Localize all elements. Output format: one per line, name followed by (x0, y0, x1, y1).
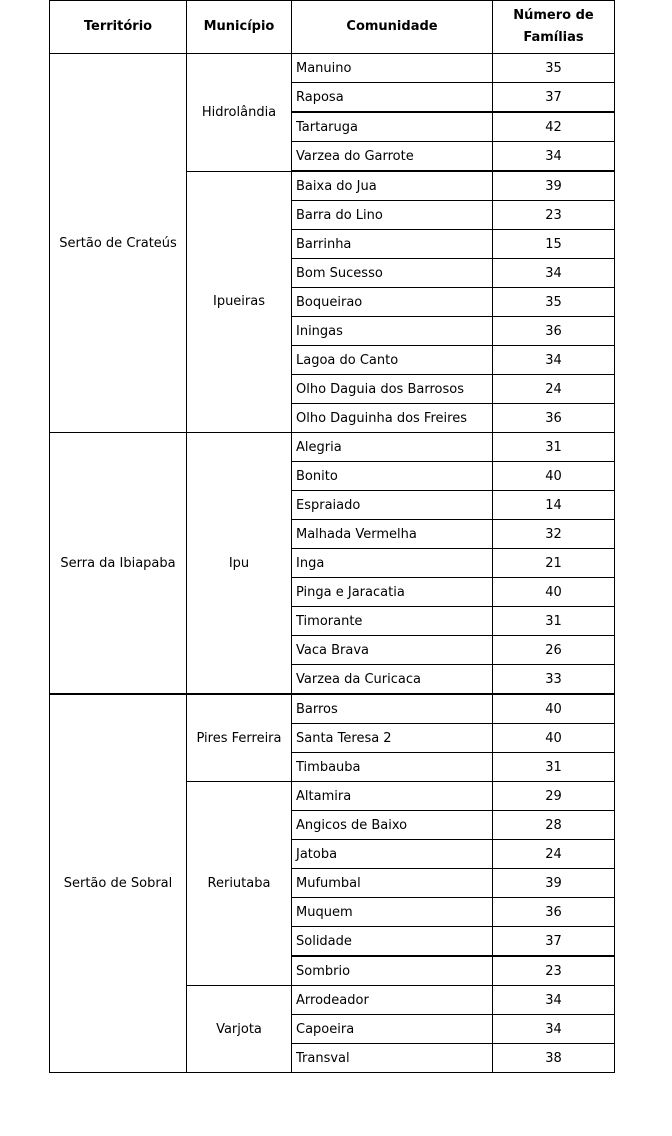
comunidade-cell: Varzea da Curicaca (292, 665, 493, 695)
familias-cell: 39 (493, 869, 615, 898)
territorio-cell: Sertão de Crateús (50, 54, 187, 433)
municipio-cell: Pires Ferreira (187, 694, 292, 782)
municipio-cell: Reriutaba (187, 782, 292, 986)
header-territorio: Território (50, 1, 187, 54)
comunidade-cell: Sombrio (292, 956, 493, 986)
comunidade-cell: Espraiado (292, 491, 493, 520)
header-comunidade: Comunidade (292, 1, 493, 54)
comunidade-cell: Bonito (292, 462, 493, 491)
familias-cell: 34 (493, 986, 615, 1015)
comunidade-cell: Iningas (292, 317, 493, 346)
comunidade-cell: Santa Teresa 2 (292, 724, 493, 753)
comunidade-cell: Mufumbal (292, 869, 493, 898)
familias-cell: 39 (493, 171, 615, 201)
familias-cell: 31 (493, 433, 615, 462)
table-body (50, 54, 615, 1073)
table-row (50, 54, 615, 83)
header-municipio: Município (187, 1, 292, 54)
municipio-cell: Varjota (187, 986, 292, 1073)
comunidade-cell: Lagoa do Canto (292, 346, 493, 375)
familias-cell: 24 (493, 375, 615, 404)
comunidade-cell: Varzea do Garrote (292, 142, 493, 172)
familias-cell: 33 (493, 665, 615, 695)
familias-cell: 40 (493, 724, 615, 753)
comunidade-cell: Barros (292, 694, 493, 724)
familias-cell: 37 (493, 927, 615, 957)
familias-cell: 32 (493, 520, 615, 549)
familias-cell: 36 (493, 317, 615, 346)
comunidade-cell: Capoeira (292, 1015, 493, 1044)
territorio-cell: Serra da Ibiapaba (50, 433, 187, 695)
table-row (50, 694, 615, 724)
comunidade-cell: Timbauba (292, 753, 493, 782)
comunidade-cell: Barra do Lino (292, 201, 493, 230)
territorio-cell: Sertão de Sobral (50, 694, 187, 1073)
familias-cell: 31 (493, 607, 615, 636)
familias-cell: 38 (493, 1044, 615, 1073)
familias-cell: 34 (493, 259, 615, 288)
comunidade-cell: Raposa (292, 83, 493, 113)
comunidade-cell: Alegria (292, 433, 493, 462)
familias-cell: 21 (493, 549, 615, 578)
familias-cell: 28 (493, 811, 615, 840)
comunidade-cell: Solidade (292, 927, 493, 957)
comunidade-cell: Olho Daguia dos Barrosos (292, 375, 493, 404)
municipio-cell: Hidrolândia (187, 54, 292, 172)
familias-cell: 15 (493, 230, 615, 259)
municipio-cell: Ipu (187, 433, 292, 695)
header-numero-familias (493, 1, 615, 54)
table-header-row (50, 1, 615, 54)
comunidade-cell: Boqueirao (292, 288, 493, 317)
familias-cell: 31 (493, 753, 615, 782)
header-familias-line1: Número de (513, 8, 594, 23)
comunidade-cell: Jatoba (292, 840, 493, 869)
familias-cell: 40 (493, 694, 615, 724)
comunidade-cell: Angicos de Baixo (292, 811, 493, 840)
familias-cell: 23 (493, 956, 615, 986)
familias-cell: 36 (493, 404, 615, 433)
familias-cell: 34 (493, 346, 615, 375)
comunidade-cell: Pinga e Jaracatia (292, 578, 493, 607)
comunidade-cell: Malhada Vermelha (292, 520, 493, 549)
familias-cell: 42 (493, 112, 615, 142)
table-row (50, 433, 615, 462)
comunidade-cell: Muquem (292, 898, 493, 927)
familias-cell: 23 (493, 201, 615, 230)
familias-cell: 34 (493, 142, 615, 172)
comunidade-cell: Vaca Brava (292, 636, 493, 665)
familias-cell: 14 (493, 491, 615, 520)
familias-cell: 35 (493, 54, 615, 83)
familias-cell: 26 (493, 636, 615, 665)
familias-cell: 40 (493, 462, 615, 491)
comunidade-cell: Tartaruga (292, 112, 493, 142)
municipio-cell: Ipueiras (187, 171, 292, 433)
comunidade-cell: Inga (292, 549, 493, 578)
familias-cell: 40 (493, 578, 615, 607)
familias-cell: 24 (493, 840, 615, 869)
comunidade-cell: Timorante (292, 607, 493, 636)
comunidade-cell: Manuino (292, 54, 493, 83)
comunidade-cell: Arrodeador (292, 986, 493, 1015)
familias-cell: 34 (493, 1015, 615, 1044)
comunidade-cell: Bom Sucesso (292, 259, 493, 288)
familias-cell: 36 (493, 898, 615, 927)
communities-table (49, 0, 615, 1073)
familias-cell: 29 (493, 782, 615, 811)
communities-table-container (49, 0, 615, 1073)
familias-cell: 35 (493, 288, 615, 317)
comunidade-cell: Barrinha (292, 230, 493, 259)
familias-cell: 37 (493, 83, 615, 113)
header-familias-line2: Famílias (523, 30, 584, 45)
comunidade-cell: Transval (292, 1044, 493, 1073)
comunidade-cell: Baixa do Jua (292, 171, 493, 201)
comunidade-cell: Altamira (292, 782, 493, 811)
comunidade-cell: Olho Daguinha dos Freires (292, 404, 493, 433)
